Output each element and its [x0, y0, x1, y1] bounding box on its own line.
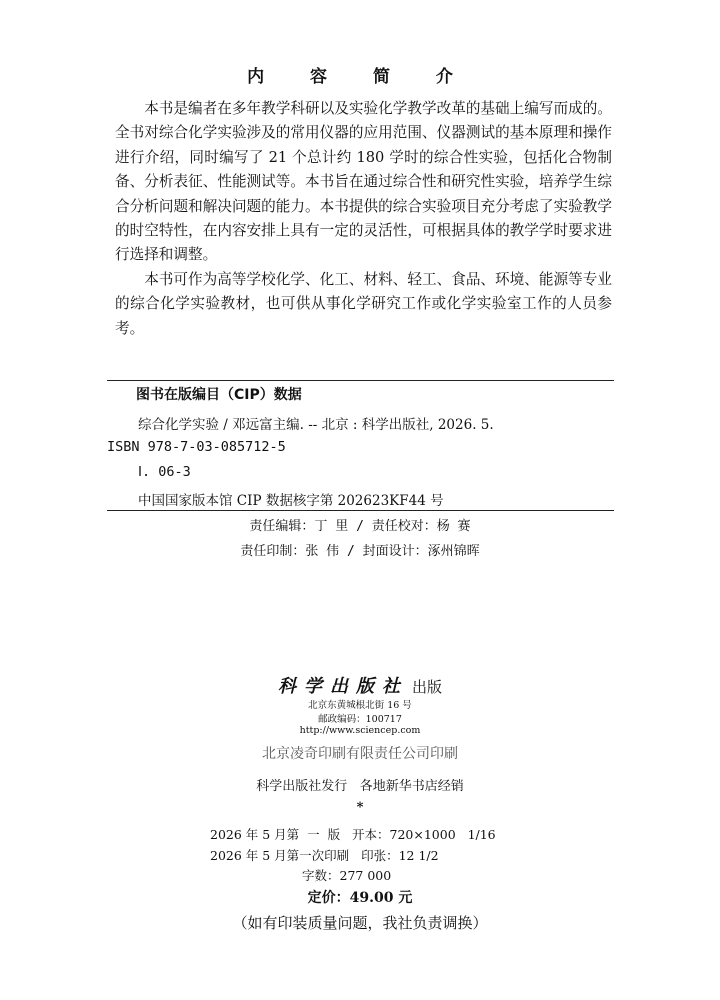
cip-isbn-line: ISBN 978-7-03-085712-5 [107, 439, 286, 455]
cip-classification-line: Ⅰ. 06-3 [138, 464, 191, 480]
introduction-text [115, 97, 612, 341]
publisher-suffix: 出版 [411, 678, 442, 696]
cip-title-line: 综合化学实验 / 邓远富主编. -- 北京 : 科学出版社, 2026. 5. [138, 417, 494, 433]
quality-notice: （如有印装质量问题，我社负责调换） [232, 914, 488, 932]
printer-line: 北京凌奇印刷有限责任公司印刷 [262, 746, 458, 762]
cip-top-rule [107, 380, 614, 381]
separator-star: * [356, 800, 364, 815]
publisher-address: 北京东黄城根北街 16 号 [308, 700, 412, 711]
cip-heading: 图书在版编目（CIP）数据 [136, 387, 302, 403]
page-title: 内 容 简 介 [247, 67, 473, 87]
intro-paragraph-2: 本书可作为高等学校化学、化工、材料、轻工、食品、环境、能源等专业的综合化学实验教材，也可供从事化学研究工作或化学实验室工作的人员参考。 [115, 270, 612, 337]
intro-paragraph-1: 本书是编者在多年教学科研以及实验化学教学改革的基础上编写而成的。全书对综合化学实验涉及的常用仪器的应用范围、仪器测试的基本原理和操作进行介绍，同时编写了 21 个总计约 180 学时的综合性实验，包括化合物制备、分析表征、性能测试等。本书旨在通过综合性和研究性实验，培养学生综合分析问题和解决问题的能力。本书提供的综合实验项目充分考虑了实验教学的时空特性，在内容安排上具有一定的灵活性，可根据具体的教学学时要求进行选择和调整。 [115, 100, 612, 264]
word-count: 字数：277 000 [302, 868, 392, 883]
printing-line: 2026 年 5 月第一次印刷 印张：12 1/2 [210, 848, 439, 863]
cip-record-number: 中国国家版本馆 CIP 数据核字第 202623KF44 号 [138, 493, 444, 509]
publisher-postcode: 邮政编码：100717 [318, 714, 402, 725]
price: 定价：49.00 元 [307, 890, 413, 906]
cip-bottom-rule [107, 510, 614, 511]
production-credits: 责任印制：张 伟 / 封面设计：涿州锦晖 [240, 544, 480, 559]
publisher-logo-name: 科学出版社 [277, 676, 408, 697]
distribution-line: 科学出版社发行 各地新华书店经销 [256, 779, 464, 794]
editor-credits: 责任编辑：丁 里 / 责任校对：杨 赛 [249, 519, 471, 534]
edition-line: 2026 年 5 月第 一 版 开本：720×1000 1/16 [210, 827, 496, 842]
publisher-url: http://www.sciencep.com [299, 725, 421, 736]
publisher-block [0, 672, 720, 698]
